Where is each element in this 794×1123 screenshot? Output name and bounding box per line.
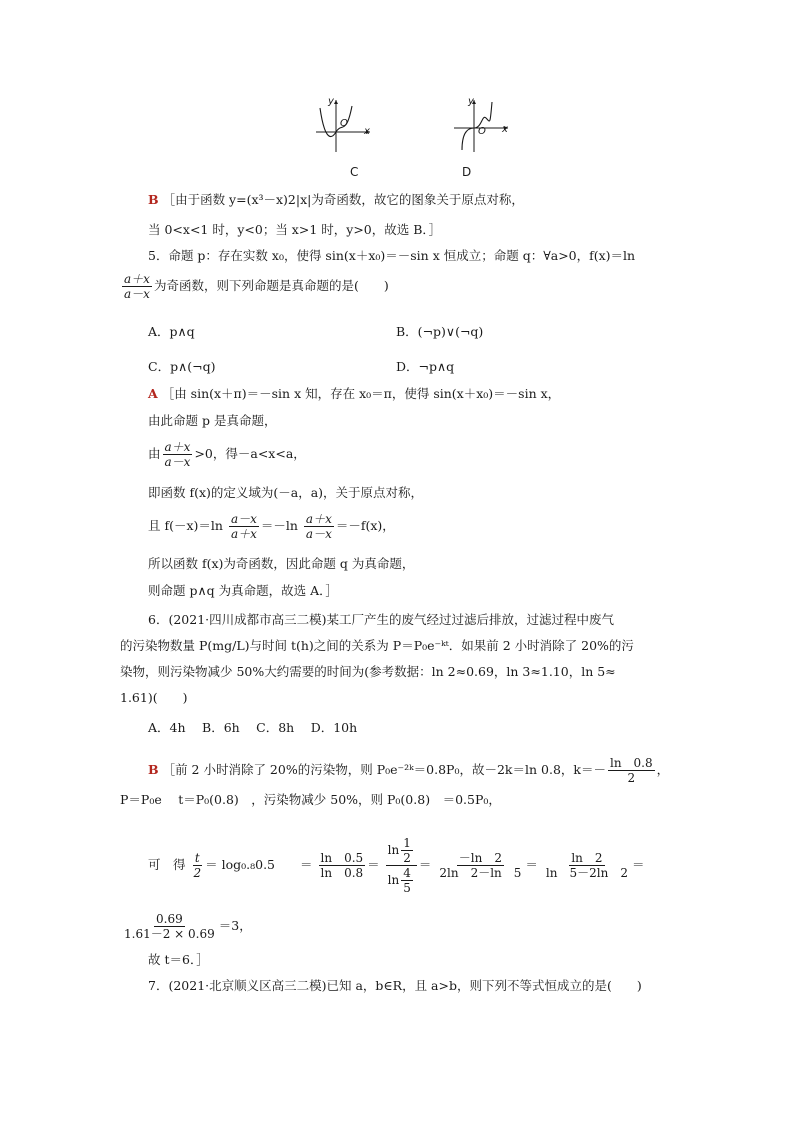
figure-d-y-label: y bbox=[468, 96, 474, 107]
q5-stem-fraction: $\frac{a+x}{a-x}$ bbox=[124, 272, 150, 301]
q6-fraction-1: $\frac{\ln 0.5}{\ln 0.8}$ bbox=[320, 851, 364, 880]
figure-d-label: D bbox=[462, 165, 472, 179]
q5-solution-line-1 bbox=[148, 386, 560, 402]
q6-solution-line-4: $\frac{0.69}{1.61-2 \times 0.69}$ ＝3， bbox=[124, 912, 252, 941]
q6-k-fraction: $\frac{\ln 0.8}{2}$ bbox=[609, 756, 653, 785]
figure-d-x-label: x bbox=[502, 124, 508, 135]
figure-c-label: C bbox=[350, 165, 359, 179]
q5-option-b: B．(¬p)∨(¬q) bbox=[396, 324, 484, 339]
figure-c-x-label: x bbox=[364, 126, 370, 137]
q5-solution-fraction: $\frac{a+x}{a-x}$ bbox=[164, 440, 191, 469]
q6-solution-line-5: 故 t＝6．］ bbox=[148, 952, 209, 967]
q5-solution-line-5: 且 f(－x)＝ln $\frac{a-x}{a+x}$ ＝－ln $\frac{a+x}{a-x}$ ＝－f(x)， bbox=[148, 512, 395, 541]
q4-solution-text-1: ［由于函数 y=(x³－x)2|x|为奇函数，故它的图象关于原点对称， bbox=[162, 192, 524, 207]
q5-stem-line-2 bbox=[120, 272, 389, 301]
q6-fraction-4: $\frac{\ln 2}{\ln 5-2\ln 2}$ bbox=[545, 851, 628, 880]
figure-c-y-label: y bbox=[328, 96, 334, 107]
q5-solution-fraction-3: $\frac{a+x}{a-x}$ bbox=[305, 512, 332, 541]
q5-stem-text-2: 为奇函数，则下列命题是真命题的是( ) bbox=[153, 278, 389, 293]
q6-t-fraction: $\frac{t}{2}$ bbox=[193, 851, 202, 880]
q6-solution-line-1: B ［前 2 小时消除了 20%的污染物，则 P₀e⁻²ᵏ＝0.8P₀，故－2k＝ln 0.8，k＝－ $\frac{\ln 0.8}{2}$ ， bbox=[148, 756, 670, 785]
figure-c-origin-label: O bbox=[340, 118, 348, 129]
q5-solution-fraction-2: $\frac{a-x}{a+x}$ bbox=[230, 512, 257, 541]
q7-stem: 7．(2021·北京顺义区高三二模)已知 a，b∈R，且 a>b，则下列不等式恒成立的是( ) bbox=[148, 978, 642, 993]
q4-answer-letter: B bbox=[148, 192, 159, 207]
q5-solution-line-7: 则命题 p∧q 为真命题，故选 A．］ bbox=[148, 583, 338, 598]
q4-solution-line-1 bbox=[148, 192, 524, 208]
q6-solution-line-2: P＝P₀e t＝P₀(0.8) ，污染物减少 50%，则 P₀(0.8) ＝0.5P₀， bbox=[120, 792, 501, 807]
q6-stem-line-1: 6．(2021·四川成都市高三二模)某工厂产生的废气经过过滤后排放，过滤过程中废气 bbox=[148, 612, 614, 627]
q5-answer-letter: A bbox=[148, 386, 158, 401]
q6-answer-letter: B bbox=[148, 762, 159, 777]
figure-d-origin-label: O bbox=[478, 126, 486, 137]
q5-solution-line-3: 由 $\frac{a+x}{a-x}$ >0，得－a<x<a， bbox=[148, 440, 306, 469]
q5-solution-line-6: 所以函数 f(x)为奇函数，因此命题 q 为真命题， bbox=[148, 556, 415, 571]
q6-stem-line-4: 1.61)( ) bbox=[120, 690, 188, 705]
q6-fraction-3: $\frac{-\ln 2}{2\ln 2-\ln 5}$ bbox=[439, 851, 522, 880]
q6-options: A．4h B．6h C．8h D．10h bbox=[148, 720, 358, 735]
q5-stem-line-1: 5．命题 p：存在实数 x₀，使得 sin(x＋x₀)＝－sin x 恒成立；命题 q：∀a>0，f(x)＝ln bbox=[148, 248, 636, 263]
q6-fraction-2: ln $\frac{1}{2}$ ln $\frac{4}{5}$ bbox=[386, 836, 417, 895]
q6-stem-line-3: 染物，则污染物减少 50%大约需要的时间为(参考数据：ln 2≈0.69，ln 3≈1.10，ln 5≈ bbox=[120, 664, 616, 679]
q5-option-d: D．¬p∧q bbox=[396, 359, 455, 374]
q5-solution-text-1: ［由 sin(x＋π)＝－sin x 知，存在 x₀＝π，使得 sin(x＋x₀)＝－sin x， bbox=[161, 386, 561, 401]
q4-solution-line-2: 当 0<x<1 时，y<0；当 x>1 时，y>0，故选 B．］ bbox=[148, 222, 442, 237]
q6-final-fraction: $\frac{0.69}{1.61-2 \times 0.69}$ bbox=[124, 912, 215, 941]
q6-solution-line-3: 可 得 $\frac{t}{2}$ ＝ log₀.₈0.5 ＝ $\frac{\ln 0.5}{\ln 0.8}$ ＝ ln $\frac{1}{2}$ ln $\frac{4}{5}$ ＝ $\frac{-\ln 2}{2\ln 2-\ln 5}$ ＝ $\frac{\ln 2}{\ln 5-2\ln 2}$ ＝ bbox=[148, 836, 645, 895]
q5-option-a: A．p∧q bbox=[148, 324, 195, 339]
q6-stem-line-2: 的污染物数量 P(mg/L)与时间 t(h)之间的关系为 P＝P₀e⁻ᵏᵗ．如果前 2 小时消除了 20%的污 bbox=[120, 638, 634, 653]
q5-option-c: C．p∧(¬q) bbox=[148, 359, 216, 374]
q5-solution-line-2: 由此命题 p 是真命题， bbox=[148, 413, 277, 428]
q5-solution-line-4: 即函数 f(x)的定义域为(－a，a)，关于原点对称， bbox=[148, 485, 424, 500]
